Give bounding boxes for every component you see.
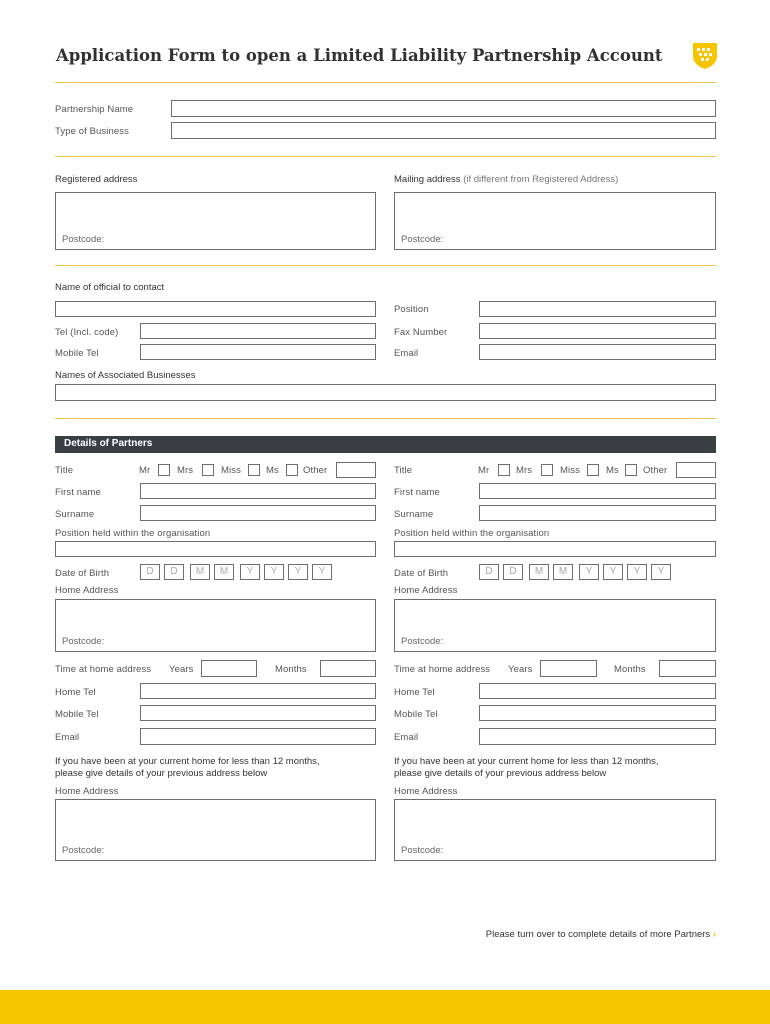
position-label: Position [394,304,429,315]
dob-digit-box[interactable]: Y [603,564,623,580]
dob-digit-box[interactable]: Y [312,564,332,580]
form-title: Application Form to open a Limited Liability Partnership Account [56,46,663,65]
postcode-label: Postcode: [401,234,444,245]
dob-digit-box[interactable]: M [190,564,210,580]
title-option-mrs: Mrs [177,465,194,476]
note-line: please give details of your previous address below [394,768,607,779]
years-label: Years [508,664,533,675]
mobile-label: Mobile Tel [55,709,99,720]
title-mr-checkbox[interactable] [158,464,170,476]
mobile-label: Mobile Tel [55,348,99,359]
dob-digit-box[interactable]: Y [627,564,647,580]
divider [55,156,716,157]
partners-header-text: Details of Partners [64,438,153,449]
time-at-home-label: Time at home address [55,664,152,675]
title-miss-checkbox[interactable] [248,464,260,476]
first-name-field[interactable] [479,483,716,499]
shield-logo-icon [692,42,718,75]
title-other-field[interactable] [676,462,716,478]
dob-digit-box[interactable]: M [529,564,549,580]
home-address-label: Home Address [394,585,458,596]
note-line: please give details of your previous address below [55,768,268,779]
title-ms-checkbox[interactable] [625,464,637,476]
dob-digit-box[interactable]: Y [240,564,260,580]
partnership-name-label: Partnership Name [55,104,134,115]
email-field[interactable] [479,344,716,360]
fax-label: Fax Number [394,327,448,338]
dob-digit-box[interactable]: D [503,564,523,580]
associated-businesses-field[interactable] [55,384,716,401]
note-line: If you have been at your current home for less than 12 months, [394,756,659,767]
surname-label: Surname [55,509,95,520]
partnership-name-field[interactable] [171,100,716,117]
partners-section-header [55,436,716,453]
chevron-right-icon: › [712,929,716,940]
home-tel-field[interactable] [479,683,716,699]
divider [55,82,716,83]
dob-digit-box[interactable]: Y [651,564,671,580]
title-label: Title [394,465,413,476]
prev-home-address-label: Home Address [394,786,458,797]
dob-digit-box[interactable]: D [164,564,184,580]
first-name-field[interactable] [140,483,376,499]
tel-field[interactable] [140,323,376,339]
postcode-label: Postcode: [62,845,105,856]
dob-digit-box[interactable]: M [214,564,234,580]
associated-businesses-label: Names of Associated Businesses [55,370,196,381]
dob-digit-box[interactable]: M [553,564,573,580]
home-tel-field[interactable] [140,683,376,699]
months-label: Months [275,664,307,675]
mobile-field[interactable] [140,705,376,721]
position-held-field[interactable] [55,541,376,557]
position-held-label: Position held within the organisation [394,528,550,539]
official-contact-field[interactable] [55,301,376,317]
title-option-other: Other [303,465,328,476]
first-name-label: First name [55,487,101,498]
years-field[interactable] [201,660,257,677]
title-ms-checkbox[interactable] [286,464,298,476]
surname-field[interactable] [479,505,716,521]
postcode-label: Postcode: [62,234,105,245]
home-tel-label: Home Tel [394,687,435,698]
surname-label: Surname [394,509,434,520]
mobile-field[interactable] [479,705,716,721]
email-label: Email [394,348,419,359]
title-mr-checkbox[interactable] [498,464,510,476]
email-field[interactable] [479,728,716,745]
postcode-label: Postcode: [401,845,444,856]
years-field[interactable] [540,660,597,677]
title-option-ms: Ms [266,465,279,476]
title-option-other: Other [643,465,668,476]
title-option-mr: Mr [478,465,490,476]
dob-label: Date of Birth [394,568,449,579]
dob-digit-box[interactable]: D [479,564,499,580]
official-contact-label: Name of official to contact [55,282,165,293]
mobile-label: Mobile Tel [394,709,438,720]
email-label: Email [55,732,80,743]
title-option-mrs: Mrs [516,465,533,476]
previous-address-note [394,756,659,780]
mailing-address-label: Mailing address (if different from Registered Address) [394,174,619,185]
registered-address-label: Registered address [55,174,138,185]
footer-accent-bar [0,990,770,1024]
title-option-ms: Ms [606,465,619,476]
home-tel-label: Home Tel [55,687,96,698]
title-mrs-checkbox[interactable] [202,464,214,476]
dob-digit-box[interactable]: Y [264,564,284,580]
title-option-miss: Miss [560,465,580,476]
divider [55,418,716,419]
note-line: If you have been at your current home for less than 12 months, [55,756,320,767]
first-name-label: First name [394,487,440,498]
mobile-field[interactable] [140,344,376,360]
tel-label: Tel (Incl. code) [55,327,119,338]
title-label: Title [55,465,74,476]
email-label: Email [394,732,419,743]
type-of-business-label: Type of Business [55,126,129,137]
months-field[interactable] [320,660,376,677]
fax-field[interactable] [479,323,716,339]
type-of-business-field[interactable] [171,122,716,139]
title-option-miss: Miss [221,465,241,476]
years-label: Years [169,664,194,675]
position-held-field[interactable] [394,541,716,557]
dob-label: Date of Birth [55,568,110,579]
dob-digit-box[interactable]: D [140,564,160,580]
surname-field[interactable] [140,505,376,521]
mailing-address-note: (if different from Registered Address) [463,174,619,185]
title-miss-checkbox[interactable] [587,464,599,476]
dob-digit-box[interactable]: Y [288,564,308,580]
position-field[interactable] [479,301,716,317]
turn-over-note [486,929,716,941]
months-label: Months [614,664,646,675]
prev-home-address-label: Home Address [55,786,119,797]
months-field[interactable] [659,660,716,677]
divider [55,265,716,266]
postcode-label: Postcode: [401,636,444,647]
title-option-mr: Mr [139,465,151,476]
home-address-label: Home Address [55,585,119,596]
email-field[interactable] [140,728,376,745]
title-other-field[interactable] [336,462,376,478]
position-held-label: Position held within the organisation [55,528,211,539]
previous-address-note [55,756,320,780]
postcode-label: Postcode: [62,636,105,647]
title-mrs-checkbox[interactable] [541,464,553,476]
dob-digit-box[interactable]: Y [579,564,599,580]
time-at-home-label: Time at home address [394,664,491,675]
turn-over-text: Please turn over to complete details of more Partners [485,929,711,940]
